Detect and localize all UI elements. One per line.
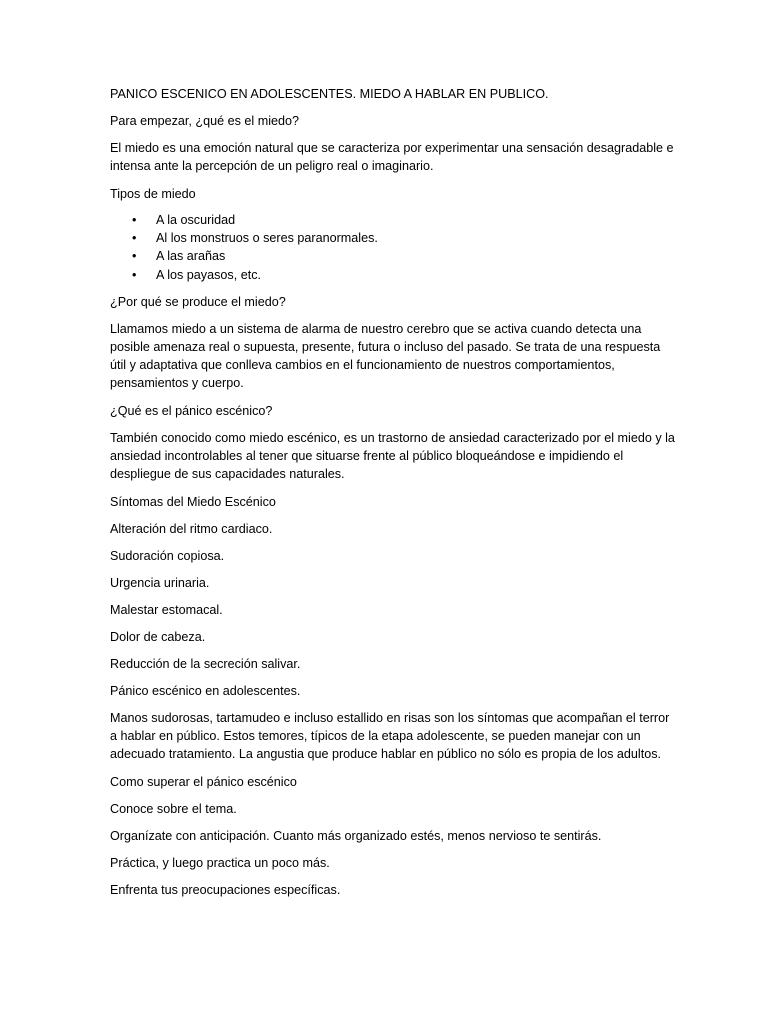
bullet-icon: • xyxy=(132,267,137,282)
tipos-list xyxy=(110,211,678,284)
list-item: • A las arañas xyxy=(110,247,678,265)
consejo-item: Enfrenta tus preocupaciones específicas. xyxy=(110,882,341,897)
sintoma-item: Malestar estomacal. xyxy=(110,602,223,617)
bullet-icon: • xyxy=(132,231,137,246)
bullet-icon: • xyxy=(132,213,137,227)
question-intro: Para empezar, ¿qué es el miedo? xyxy=(110,114,300,128)
question-panico: ¿Qué es el pánico escénico? xyxy=(110,403,273,418)
list-item: • A la oscuridad xyxy=(110,211,678,229)
paragraph-porque: Llamamos miedo a un sistema de alarma de nuestro cerebro que se activa cuando detecta una posible amenaza real o supuesta, presente, futura o incluso del pasado. Se trata de una respuesta útil y adaptativa que conlleva cambios en el funcionamiento de nuestros comportamientos, pensamientos y cuerpo. xyxy=(110,321,661,390)
sintoma-item: Sudoración copiosa. xyxy=(110,548,225,563)
heading-sintomas: Síntomas del Miedo Escénico xyxy=(110,494,276,509)
document-title: PANICO ESCENICO EN ADOLESCENTES. MIEDO A HABLAR EN PUBLICO. xyxy=(110,87,549,101)
heading-tipos: Tipos de miedo xyxy=(110,187,196,201)
consejo-item: Práctica, y luego practica un poco más. xyxy=(110,855,330,870)
sintoma-item: Reducción de la secreción salivar. xyxy=(110,656,301,671)
list-item: • Al los monstruos o seres paranormales. xyxy=(110,229,678,247)
paragraph-panico: También conocido como miedo escénico, es un trastorno de ansiedad caracterizado por el miedo y la ansiedad incontrolables al tener que situarse frente al público bloqueándose e impidiendo el despliegue de sus capacidades naturales. xyxy=(110,430,675,481)
sintoma-item: Dolor de cabeza. xyxy=(110,629,206,644)
sintoma-item: Urgencia urinaria. xyxy=(110,575,210,590)
consejo-item: Conoce sobre el tema. xyxy=(110,801,237,816)
bullet-icon: • xyxy=(132,249,137,264)
list-item: • A los payasos, etc. xyxy=(110,266,678,284)
heading-superar: Como superar el pánico escénico xyxy=(110,774,297,789)
heading-adolescentes: Pánico escénico en adolescentes. xyxy=(110,683,301,698)
paragraph-intro: El miedo es una emoción natural que se caracteriza por experimentar una sensación desagradable e intensa ante la percepción de un peligro real o imaginario. xyxy=(110,141,674,173)
sintoma-item: Alteración del ritmo cardiaco. xyxy=(110,521,273,536)
paragraph-adolescentes: Manos sudorosas, tartamudeo e incluso estallido en risas son los síntomas que acompañan el terror a hablar en público. Estos temores, típicos de la etapa adolescente, se pueden manejar con un adecuado tratamiento. La angustia que produce hablar en público no sólo es propia de los adultos. xyxy=(110,710,670,761)
question-porque: ¿Por qué se produce el miedo? xyxy=(110,294,286,309)
consejo-item: Organízate con anticipación. Cuanto más organizado estés, menos nervioso te sentirás. xyxy=(110,828,602,843)
